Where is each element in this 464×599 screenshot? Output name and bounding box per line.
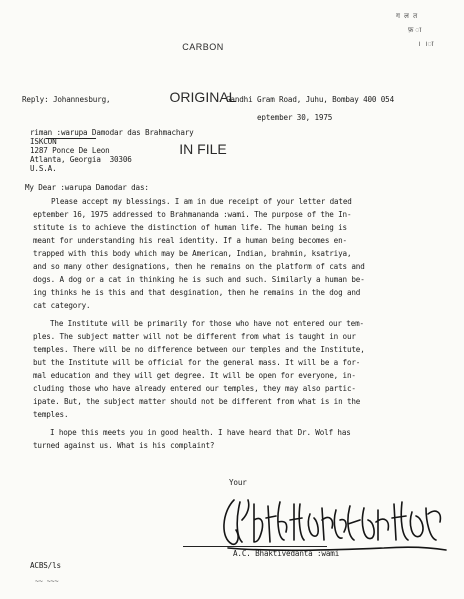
recipient-name: riman :warupa Damodar das Brahmachary bbox=[30, 128, 194, 137]
body-line: trapped with this body which may be American, Indian, brahmin, ksatriya, bbox=[33, 249, 352, 258]
stamp-line-in-file: IN FILE bbox=[179, 141, 227, 157]
body-line: temples. There will be no difference between our temples and the Institute, bbox=[33, 345, 365, 354]
stamp-line-original: ORIGINAL bbox=[169, 89, 237, 105]
carbon-stamp bbox=[148, 6, 258, 175]
body-line: mal education and they will get degree. It will be open for everyone, in- bbox=[33, 371, 356, 380]
body-line: and so many other designations, then he remains on the platform of cats and bbox=[33, 262, 365, 271]
handwritten-signature bbox=[214, 452, 454, 577]
signature-rule bbox=[183, 546, 327, 547]
signature-name: A.C. Bhaktivedanta :wami bbox=[233, 549, 340, 558]
body-line: dogs. A dog or a cat in thinking he is such and such. Similarly a human be- bbox=[33, 275, 365, 284]
footer-mark: ~~ ~~~ bbox=[35, 577, 59, 585]
stamp-line-carbon: CARBON bbox=[182, 42, 224, 52]
body-line: meant for understanding his real identity. If a human being becomes en- bbox=[33, 236, 347, 245]
body-line: Please accept my blessings. I am in due receipt of your letter dated bbox=[51, 197, 352, 206]
closing: Your bbox=[229, 478, 247, 487]
reference-initials: ACBS/ls bbox=[30, 561, 61, 570]
letter-date: eptember 30, 1975 bbox=[257, 113, 333, 122]
body-line: but the Institute will be official for the general mass. It will be a for- bbox=[33, 358, 361, 367]
corner-mark-2: फ़ ा bbox=[408, 26, 422, 34]
body-line: ipate. But, the subject matter should not be different from what is in the bbox=[33, 397, 361, 406]
body-line: ing thinks he is this and that desgination, then he remains in the dog and bbox=[33, 288, 361, 297]
body-line: turned against us. What is his complaint? bbox=[33, 441, 215, 450]
recipient-org: ISKCON bbox=[30, 137, 57, 146]
body-line: stitute is to achieve the distinction of human life. The human being is bbox=[33, 223, 347, 232]
corner-mark-3: । ।ा bbox=[418, 40, 434, 48]
body-line: cat category. bbox=[33, 301, 91, 310]
body-line: ples. The subject matter will not be different from what is taught in our bbox=[33, 332, 356, 341]
signature-scrawl bbox=[214, 490, 454, 558]
recipient-street: 1287 Ponce De Leon bbox=[30, 146, 110, 155]
body-line: The Institute will be primarily for those who have not entered our tem- bbox=[50, 319, 364, 328]
salutation: My Dear :warupa Damodar das: bbox=[25, 183, 149, 192]
sender-address: Gandhi Gram Road, Juhu, Bombay 400 054 bbox=[226, 95, 395, 104]
recipient-country: U.S.A. bbox=[30, 164, 57, 173]
body-line: cluding those who have already entered our temples, they may also partic- bbox=[33, 384, 356, 393]
corner-mark-1: ग ल त bbox=[396, 12, 418, 20]
reply-line: Reply: Johannesburg, bbox=[22, 95, 111, 104]
body-line: eptember 16, 1975 addressed to Brahmananda :wami. The purpose of the In- bbox=[33, 210, 352, 219]
body-line: temples. bbox=[33, 410, 69, 419]
body-line: I hope this meets you in good health. I have heard that Dr. Wolf has bbox=[50, 428, 351, 437]
recipient-city: Atlanta, Georgia 30306 bbox=[30, 155, 132, 164]
